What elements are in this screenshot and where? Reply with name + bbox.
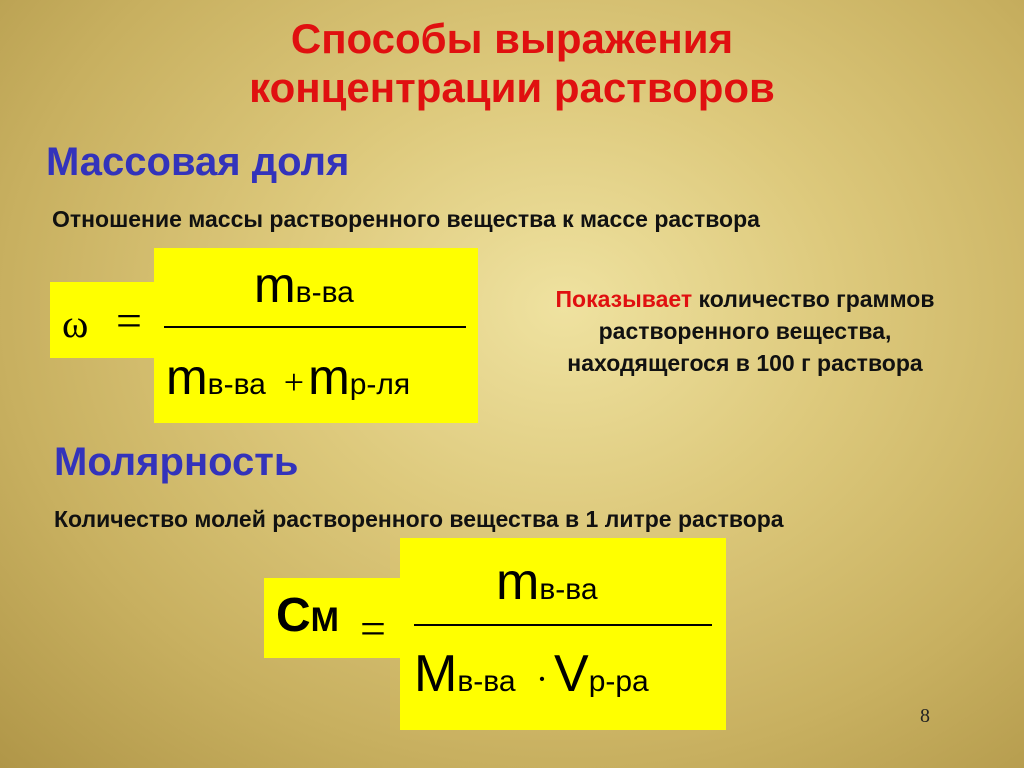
plus-sign: +: [283, 362, 305, 402]
solvent-subscript: р-ля: [349, 368, 411, 401]
mass-fraction-definition: Отношение массы растворенного вещества к массе раствора: [52, 206, 760, 232]
mass-symbol: m: [496, 553, 540, 611]
denominator: [166, 348, 410, 414]
equals-sign: =: [116, 295, 142, 346]
solute-subscript: в-ва: [295, 276, 354, 309]
note-line-3: находящегося в 100 г раствора: [567, 350, 923, 376]
omega-symbol: ω: [62, 301, 89, 346]
note-highlight: Показывает: [555, 286, 693, 312]
mass-symbol: m: [166, 349, 208, 405]
numerator: [254, 256, 354, 322]
molarity-definition: Количество молей растворенного вещества в 1 литре раствора: [54, 506, 784, 532]
mass-symbol: m: [308, 349, 350, 405]
molar-subscript: М: [310, 601, 339, 639]
equals-sign: =: [360, 603, 386, 654]
volume-symbol: V: [554, 645, 589, 703]
mass-fraction-heading: Массовая доля: [46, 140, 350, 184]
page-number: 8: [920, 705, 930, 727]
molarity-symbol: [276, 588, 339, 648]
fraction-line: [164, 326, 466, 328]
title-line-1: Способы выражения: [290, 15, 734, 62]
numerator: [496, 552, 598, 620]
solution-subscript: р-ра: [588, 665, 649, 698]
molar-mass-symbol: M: [414, 645, 458, 703]
denominator: [414, 644, 649, 712]
solute-subscript: в-ва: [457, 665, 516, 698]
title-line-2: концентрации растворов: [249, 64, 775, 111]
note-line-2: растворенного вещества,: [598, 318, 892, 344]
mass-fraction-note: [500, 283, 990, 379]
fraction-line: [414, 624, 712, 626]
molarity-heading: Молярность: [54, 440, 299, 484]
molarity-formula: [264, 538, 726, 730]
mass-fraction-formula: [50, 248, 480, 423]
solute-subscript: в-ва: [207, 368, 266, 401]
solute-subscript: в-ва: [539, 573, 598, 606]
note-line-1: количество граммов: [698, 286, 935, 312]
mass-symbol: m: [254, 257, 296, 313]
slide-title: [0, 14, 1024, 112]
multiply-dot: ·: [536, 659, 548, 699]
concentration-symbol: С: [276, 589, 311, 642]
